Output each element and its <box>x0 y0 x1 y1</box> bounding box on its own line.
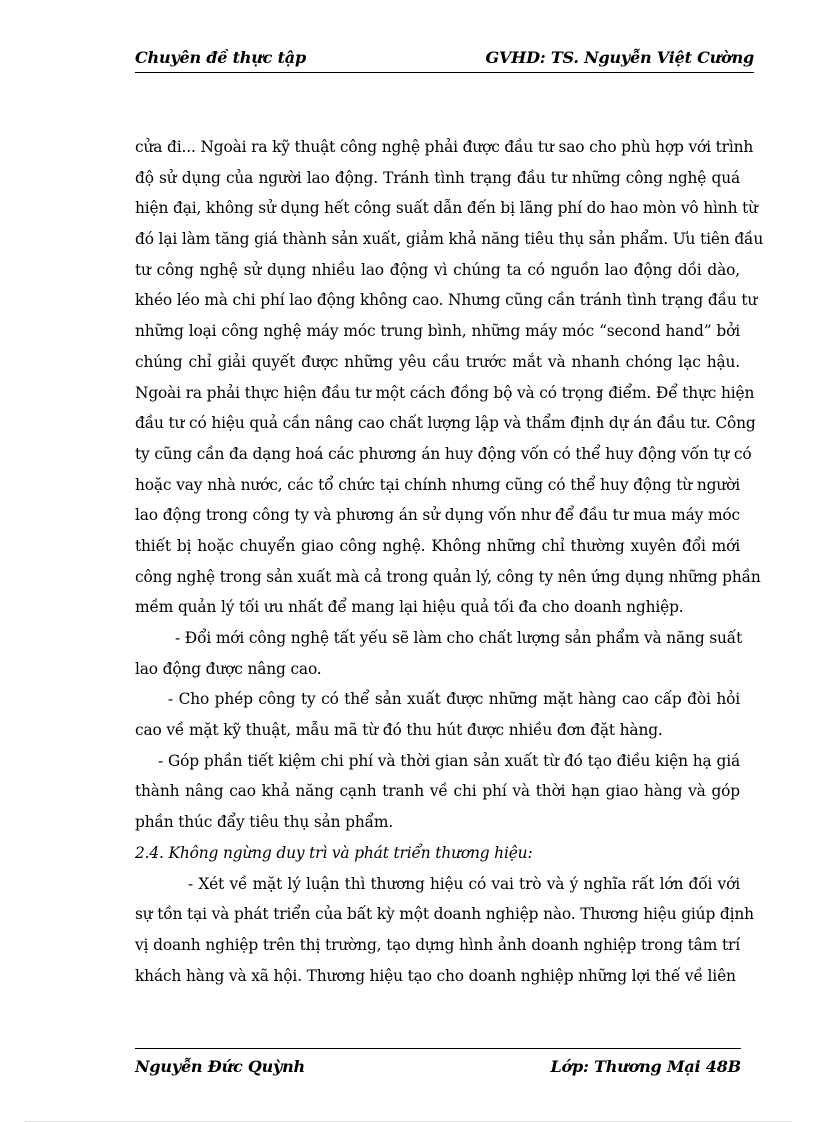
footer-class: Lớp: Thương Mại 48B <box>550 1057 741 1076</box>
text-line: vị doanh nghiệp trên thị trường, tạo dựng hình ảnh doanh nghiệp trong tâm trí <box>135 935 740 954</box>
text-line: phần thúc đẩy tiêu thụ sản phẩm. <box>135 813 394 832</box>
page-header <box>135 48 754 73</box>
text-line: đó lại làm tăng giá thành sản xuất, giảm khả năng tiêu thụ sản phẩm. Ưu tiên đầu <box>135 230 764 249</box>
text-line: hiện đại, không sử dụng hết công suất dẫn đến bị lãng phí do hao mòn vô hình từ <box>135 199 758 218</box>
header-supervisor: GVHD: TS. Nguyễn Việt Cường <box>485 48 754 67</box>
text-line: lao động được nâng cao. <box>135 659 322 678</box>
section-heading: 2.4. Không ngừng duy trì và phát triển thương hiệu: <box>135 843 533 862</box>
text-line: đầu tư có hiệu quả cần nâng cao chất lượng lập và thẩm định dự án đầu tư. Công <box>135 414 756 433</box>
body-text <box>135 132 764 991</box>
text-line: hoặc vay nhà nước, các tổ chức tại chính nhưng cũng có thể huy động từ người <box>135 475 740 494</box>
text-line: khách hàng và xã hội. Thương hiệu tạo cho doanh nghiệp những lợi thế về liên <box>135 966 736 985</box>
text-line: sự tồn tại và phát triển của bất kỳ một doanh nghiệp nào. Thương hiệu giúp định <box>135 905 754 924</box>
text-line: thành nâng cao khả năng cạnh tranh về chi phí và thời hạn giao hàng và góp <box>135 782 740 801</box>
page-bottom-divider <box>25 1121 791 1122</box>
page-footer <box>135 1048 741 1083</box>
text-line: thiết bị hoặc chuyển giao công nghệ. Không những chỉ thường xuyên đổi mới <box>135 536 740 555</box>
header-title: Chuyên đề thực tập <box>135 48 306 67</box>
bullet-line: - Góp phần tiết kiệm chi phí và thời gian sản xuất từ đó tạo điều kiện hạ giá <box>158 751 740 770</box>
text-line: Ngoài ra phải thực hiện đầu tư một cách đồng bộ và có trọng điểm. Để thực hiện <box>135 383 755 402</box>
text-line: độ sử dụng của người lao động. Tránh tình trạng đầu tư những công nghệ quá <box>135 168 740 187</box>
text-line: những loại công nghệ máy móc trung bình, những máy móc “second hand” bởi <box>135 322 740 341</box>
text-line: mềm quản lý tối ưu nhất để mang lại hiệu quả tối đa cho doanh nghiệp. <box>135 598 684 617</box>
text-line: ty cũng cần đa dạng hoá các phương án huy động vốn có thể huy động vốn tự có <box>135 444 752 463</box>
text-line: khéo léo mà chi phí lao động không cao. Nhưng cũng cần tránh tình trạng đầu tư <box>135 291 758 310</box>
text-line: công nghệ trong sản xuất mà cả trong quản lý, công ty nên ứng dụng những phần <box>135 567 761 586</box>
bullet-line: - Đổi mới công nghệ tất yếu sẽ làm cho chất lượng sản phẩm và năng suất <box>175 629 743 647</box>
footer-author: Nguyễn Đức Quỳnh <box>135 1057 305 1076</box>
bullet-line: - Xét về mặt lý luận thì thương hiệu có vai trò và ý nghĩa rất lớn đối với <box>188 874 740 893</box>
text-line: cao về mặt kỹ thuật, mẫu mã từ đó thu hút được nhiều đơn đặt hàng. <box>135 721 663 740</box>
text-line: chúng chỉ giải quyết được những yêu cầu trước mắt và nhanh chóng lạc hậu. <box>135 352 740 371</box>
text-line: tư công nghệ sử dụng nhiều lao động vì chúng ta có nguồn lao động dồi dào, <box>135 260 740 279</box>
text-line: cửa đi... Ngoài ra kỹ thuật công nghệ phải được đầu tư sao cho phù hợp với trình <box>135 138 754 156</box>
bullet-line: - Cho phép công ty có thể sản xuất được những mặt hàng cao cấp đòi hỏi <box>168 690 740 709</box>
text-line: lao động trong công ty và phương án sử dụng vốn như để đầu tư mua máy móc <box>135 506 740 525</box>
